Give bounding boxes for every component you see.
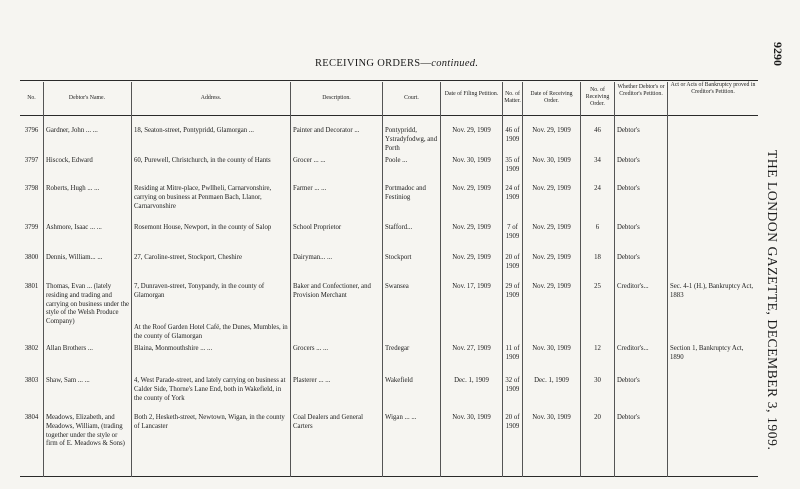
row-filing-date: Nov. 29, 1909 [452, 185, 491, 192]
row-petition-type: Debtor's [617, 254, 640, 261]
row-no: 3800 [24, 254, 39, 261]
row-description: Painter and Decorator ... [293, 127, 360, 134]
row-petition-type: Creditor's... [617, 345, 649, 352]
row-debtor-name: Dennis, William... ... [46, 254, 103, 261]
row-matter-no: 20 of 1909 [505, 414, 520, 430]
row-receiving-no: 34 [594, 157, 601, 164]
row-receiving-no: 18 [594, 254, 601, 261]
row-receiving-no: 25 [594, 283, 601, 290]
row-debtor-name: Roberts, Hugh ... ... [46, 185, 100, 192]
row-debtor-name: Hiscock, Edward [46, 157, 93, 164]
row-filing-date: Dec. 1, 1909 [454, 377, 489, 384]
row-address: 4, West Parade-street, and lately carrying on business at Calder Side, Thorne's Lane End, both in Wakefield, in the county of York [134, 377, 286, 402]
row-court: Stafford... [385, 224, 413, 231]
row-matter-no: 7 of 1909 [505, 224, 520, 240]
row-filing-date: Nov. 29, 1909 [452, 254, 491, 261]
header-filing-date: Date of Filing Petition. [444, 91, 499, 97]
row-petition-type: Debtor's [617, 224, 640, 231]
row-filing-date: Nov. 27, 1909 [452, 345, 491, 352]
row-petition-type: Debtor's [617, 127, 640, 134]
gazette-side-heading: THE LONDON GAZETTE, DECEMBER 3, 1909. [765, 150, 780, 451]
top-rule [20, 80, 758, 81]
row-receiving-date: Nov. 29, 1909 [532, 127, 571, 134]
row-description: Coal Dealers and General Carters [293, 414, 364, 430]
row-no: 3802 [24, 345, 39, 352]
row-court: Tredegar [385, 345, 410, 352]
row-receiving-date: Nov. 30, 1909 [532, 345, 571, 352]
column-divider [131, 82, 132, 477]
column-divider [382, 82, 383, 477]
header-act-of-bankruptcy: Act or Acts of Bankruptcy proved in Creditor's Petition. [670, 82, 756, 95]
header-debtor-name: Debtor's Name. [68, 95, 106, 101]
row-filing-date: Nov. 29, 1909 [452, 224, 491, 231]
row-address: Residing at Mitre-place, Pwllheli, Carnarvonshire, carrying on business at Penmaen Bach, Llanor, Carnarvonshire [134, 185, 272, 210]
row-address-secondary: At the Roof Garden Hotel Café, the Dunes, Mumbles, in the county of Glamorgan [134, 324, 288, 340]
row-receiving-date: Nov. 30, 1909 [532, 157, 571, 164]
row-description: Dairyman... ... [293, 254, 333, 261]
row-receiving-no: 12 [594, 345, 601, 352]
row-description: Farmer ... ... [293, 185, 327, 192]
header-receiving-no: No. of Receiving Order. [585, 87, 610, 107]
row-description: Grocer ... ... [293, 157, 326, 164]
row-matter-no: 46 of 1909 [505, 127, 520, 143]
row-court: Wigan ... ... [385, 414, 417, 421]
row-court: Wakefield [385, 377, 413, 384]
header-matter-no: No. of Matter. [504, 91, 521, 104]
page-number: 9290 [771, 42, 785, 66]
row-no: 3797 [24, 157, 39, 164]
row-petition-type: Creditor's... [617, 283, 649, 290]
row-address: Both 2, Hesketh-street, Newtown, Wigan, in the county of Lancaster [134, 414, 285, 430]
row-no: 3801 [24, 283, 39, 290]
row-act: Sec. 4-1 (H.), Bankruptcy Act, 1883 [670, 283, 754, 299]
row-address: Blaina, Monmouthshire ... ... [134, 345, 213, 352]
row-filing-date: Nov. 30, 1909 [452, 157, 491, 164]
row-petition-type: Debtor's [617, 157, 640, 164]
row-address: 18, Seaton-street, Pontypridd, Glamorgan ... [134, 127, 254, 134]
row-filing-date: Nov. 17, 1909 [452, 283, 491, 290]
row-petition-type: Debtor's [617, 377, 640, 384]
row-petition-type: Debtor's [617, 414, 640, 421]
row-receiving-no: 46 [594, 127, 601, 134]
row-court: Portmadoc and Festiniog [385, 185, 426, 201]
row-debtor-name: Gardner, John ... ... [46, 127, 98, 134]
column-divider [43, 82, 44, 477]
row-matter-no: 24 of 1909 [505, 185, 520, 201]
row-matter-no: 32 of 1909 [505, 377, 520, 393]
row-no: 3804 [24, 414, 39, 421]
row-filing-date: Nov. 30, 1909 [452, 414, 491, 421]
row-no: 3803 [24, 377, 39, 384]
row-description: School Proprietor [293, 224, 342, 231]
column-divider [290, 82, 291, 477]
row-matter-no: 35 of 1909 [505, 157, 520, 173]
row-description: Grocers ... ... [293, 345, 329, 352]
page-title: RECEIVING ORDERS—continued. [315, 58, 479, 69]
row-no: 3798 [24, 185, 39, 192]
row-debtor-name: Shaw, Sam ... ... [46, 377, 90, 384]
row-matter-no: 11 of 1909 [505, 345, 520, 361]
row-receiving-date: Nov. 29, 1909 [532, 254, 571, 261]
row-debtor-name: Thomas, Evan ... (lately residing and trading and carrying on business under the style of the Welsh Produce Company) [46, 283, 130, 326]
row-address: Rosemont House, Newport, in the county of Salop [134, 224, 272, 231]
header-petition-type: Whether Debtor's or Creditor's Petition. [617, 84, 665, 97]
row-description: Plasterer ... ... [293, 377, 331, 384]
row-court: Stockport [385, 254, 412, 261]
row-receiving-no: 24 [594, 185, 601, 192]
row-court: Poole ... [385, 157, 408, 164]
row-filing-date: Nov. 29, 1909 [452, 127, 491, 134]
row-court: Swansea [385, 283, 409, 290]
row-petition-type: Debtor's [617, 185, 640, 192]
row-receiving-date: Dec. 1, 1909 [534, 377, 569, 384]
row-no: 3796 [24, 127, 39, 134]
row-debtor-name: Ashmore, Isaac ... ... [46, 224, 102, 231]
row-address: 7, Dunraven-street, Tonypandy, in the county of Glamorgan [134, 283, 265, 299]
row-court: Pontypridd, Ystradyfodwg, and Porth [385, 127, 438, 152]
row-receiving-no: 20 [594, 414, 601, 421]
column-divider [667, 82, 668, 477]
row-act: Section 1, Bankruptcy Act, 1890 [670, 345, 744, 361]
column-divider [614, 82, 615, 477]
row-receiving-no: 6 [595, 224, 600, 231]
row-debtor-name: Allan Brothers ... [46, 345, 94, 352]
row-address: 27, Caroline-street, Stockport, Cheshire [134, 254, 242, 261]
row-debtor-name: Meadows, Elizabeth, and Meadows, William, (trading together under the style or firm of E. Meadows & Sons) [46, 414, 125, 448]
row-matter-no: 29 of 1909 [505, 283, 520, 299]
row-address: 60, Purewell, Christchurch, in the county of Hants [134, 157, 271, 164]
row-receiving-no: 30 [594, 377, 601, 384]
header-court: Court. [404, 95, 419, 101]
row-receiving-date: Nov. 29, 1909 [532, 224, 571, 231]
row-no: 3799 [24, 224, 39, 231]
row-matter-no: 20 of 1909 [505, 254, 520, 270]
header-address: Address. [200, 95, 222, 101]
header-description: Description. [322, 95, 351, 101]
row-receiving-date: Nov. 30, 1909 [532, 414, 571, 421]
row-receiving-date: Nov. 29, 1909 [532, 283, 571, 290]
row-description: Baker and Confectioner, and Provision Merchant [293, 283, 371, 299]
header-receiving-date: Date of Receiving Order. [530, 91, 573, 104]
header-no: No. [27, 95, 36, 101]
row-receiving-date: Nov. 29, 1909 [532, 185, 571, 192]
